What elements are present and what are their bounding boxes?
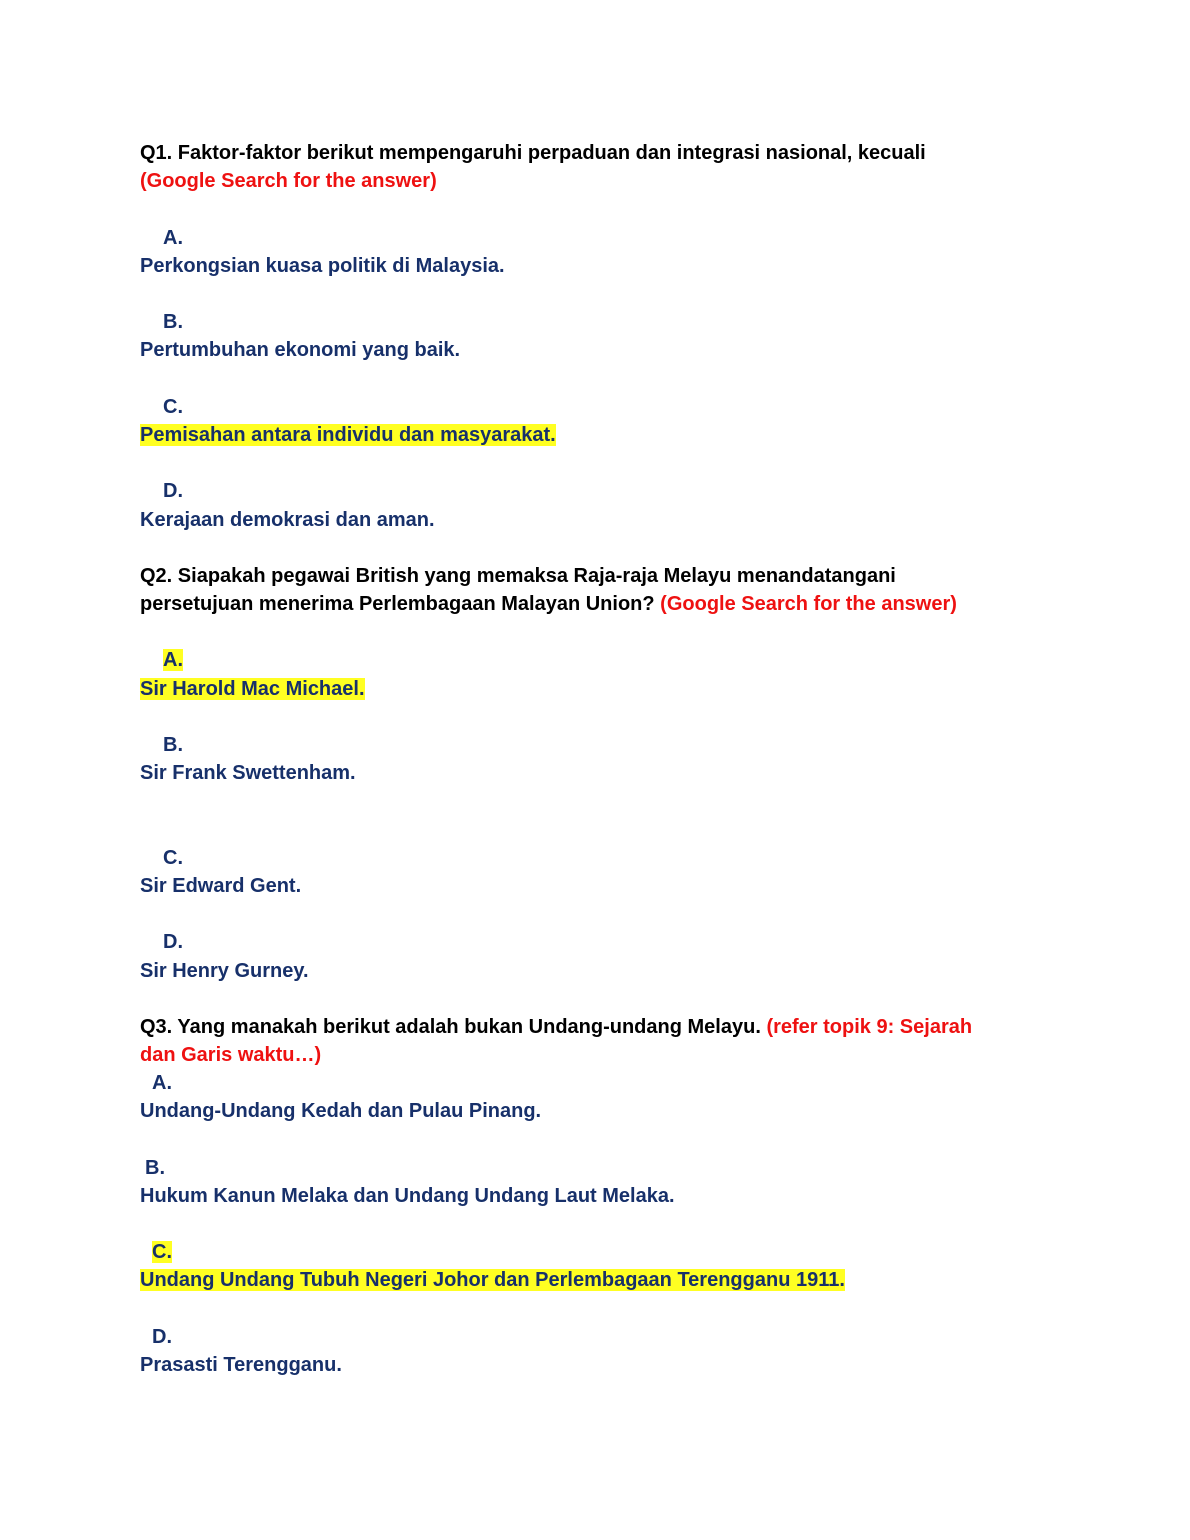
q1-option-b-letter: B.: [163, 311, 183, 333]
q3-option-c-highlight: Undang Undang Tubuh Negeri Johor dan Perlembagaan Terengganu 1911.: [140, 1269, 845, 1291]
q1-option-c-text: [140, 422, 556, 448]
q2-option-c-text: Sir Edward Gent.: [140, 875, 302, 897]
q1-option-a-text: Perkongsian kuasa politik di Malaysia.: [140, 255, 505, 277]
q2-question-line1: Q2. Siapakah pegawai British yang memaksa Raja-raja Melayu menandatangani: [140, 565, 896, 587]
q3-option-a-letter: A.: [152, 1072, 172, 1094]
q1-option-d-letter: D.: [163, 480, 183, 502]
q1-option-c-highlight: Pemisahan antara individu dan masyarakat.: [140, 424, 556, 446]
q1-hint: (Google Search for the answer): [140, 170, 437, 192]
q2-question-line2: [140, 591, 957, 617]
q2-question-line2-text: persetujuan menerima Perlembagaan Malayan Union?: [140, 593, 655, 615]
q3-hint-line2: dan Garis waktu…): [140, 1044, 322, 1066]
q2-option-a-highlight: Sir Harold Mac Michael.: [140, 678, 365, 700]
q2-option-d-text: Sir Henry Gurney.: [140, 960, 309, 982]
q3-option-b-letter: B.: [145, 1157, 165, 1179]
q3-question-text: Q3. Yang manakah berikut adalah bukan Undang-undang Melayu.: [140, 1016, 761, 1038]
q3-option-b-text: Hukum Kanun Melaka dan Undang Undang Laut Melaka.: [140, 1185, 675, 1207]
q2-option-a-text: [140, 676, 365, 702]
q3-option-a-text: Undang-Undang Kedah dan Pulau Pinang.: [140, 1100, 542, 1122]
q2-option-c-letter: C.: [163, 847, 183, 869]
q3-option-c-letter: [152, 1239, 172, 1265]
q3-option-d-text: Prasasti Terengganu.: [140, 1354, 342, 1376]
q1-option-d-text: Kerajaan demokrasi dan aman.: [140, 509, 435, 531]
q2-option-b-text: Sir Frank Swettenham.: [140, 762, 356, 784]
q1-question-text: Q1. Faktor-faktor berikut mempengaruhi perpaduan dan integrasi nasional, kecuali: [140, 142, 926, 164]
q3-question-line1: [140, 1014, 972, 1040]
q2-option-a-letter-highlight: A.: [163, 649, 183, 671]
q1-option-a-letter: A.: [163, 227, 183, 249]
q1-option-c-letter: C.: [163, 396, 183, 418]
q3-option-d-letter: D.: [152, 1326, 172, 1348]
q1-option-b-text: Pertumbuhan ekonomi yang baik.: [140, 339, 461, 361]
q2-option-a-letter: [163, 647, 183, 673]
q3-option-c-letter-highlight: C.: [152, 1241, 172, 1263]
q2-hint: (Google Search for the answer): [660, 593, 957, 615]
q3-hint-line1: (refer topik 9: Sejarah: [766, 1016, 973, 1038]
q2-option-b-letter: B.: [163, 734, 183, 756]
q3-option-c-text: [140, 1267, 845, 1293]
q2-option-d-letter: D.: [163, 931, 183, 953]
